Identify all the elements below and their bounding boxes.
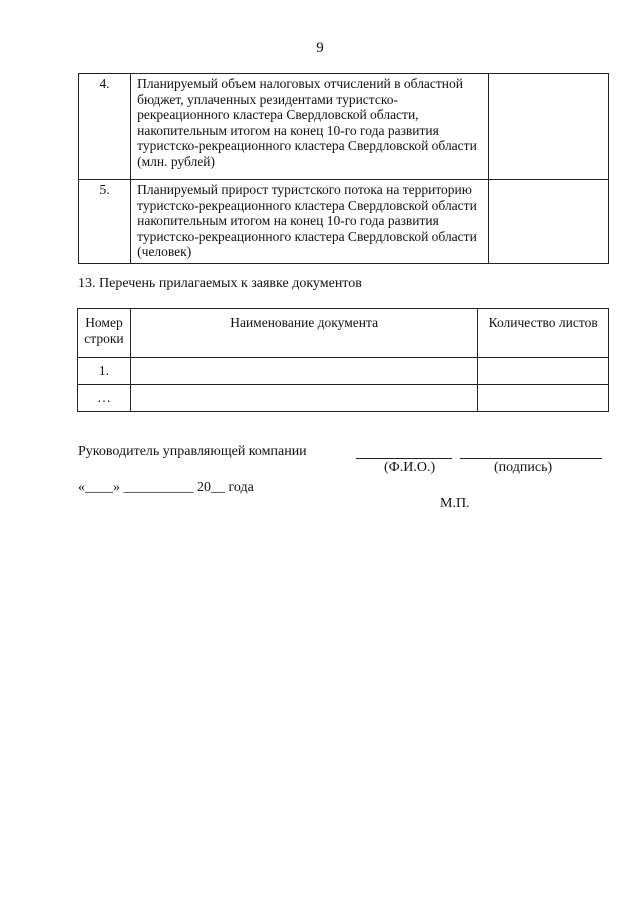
indicators-table — [78, 73, 609, 264]
signature-label: Руководитель управляющей компании — [78, 444, 307, 459]
row-number: … — [78, 385, 131, 412]
header-doc-name: Наименование документа — [130, 309, 477, 358]
fio-caption: (Ф.И.О.) — [384, 460, 436, 475]
table-row — [79, 180, 609, 264]
indicator-number: 5. — [79, 180, 131, 264]
doc-name — [130, 358, 477, 385]
indicator-number: 4. — [79, 74, 131, 180]
indicator-text: Планируемый объем налоговых отчислений в областной бюджет, уплаченных резидентами туристско-рекреационного кластера Свердловской области, накопительным итогом на конец 10-го года развития туристско-рекреационного кластера Свердловской области (млн. рублей) — [131, 74, 488, 180]
table-header-row — [78, 309, 609, 358]
table-row — [78, 358, 609, 385]
page-number: 9 — [316, 40, 324, 56]
sheet-count — [478, 358, 609, 385]
indicator-text: Планируемый прирост туристского потока на территорию туристско-рекреационного кластера Свердловской области накопительным итогом на конец 10-го года развития туристско-рекреационного кластера Свердловской области (человек) — [131, 180, 488, 264]
stamp-placeholder: М.П. — [440, 496, 470, 511]
row-number: 1. — [78, 358, 131, 385]
fio-line — [356, 458, 452, 459]
table-row — [79, 74, 609, 180]
signature-line — [460, 458, 602, 459]
documents-table — [77, 308, 609, 412]
sheet-count — [478, 385, 609, 412]
doc-name — [130, 385, 477, 412]
indicator-value — [488, 180, 608, 264]
date-line: «____» __________ 20__ года — [78, 480, 254, 495]
table-row — [78, 385, 609, 412]
header-row-number: Номер строки — [78, 309, 131, 358]
indicator-value — [488, 74, 608, 180]
signature-caption: (подпись) — [494, 460, 553, 475]
section-13-title: 13. Перечень прилагаемых к заявке документов — [78, 276, 362, 291]
header-sheets: Количество листов — [478, 309, 609, 358]
